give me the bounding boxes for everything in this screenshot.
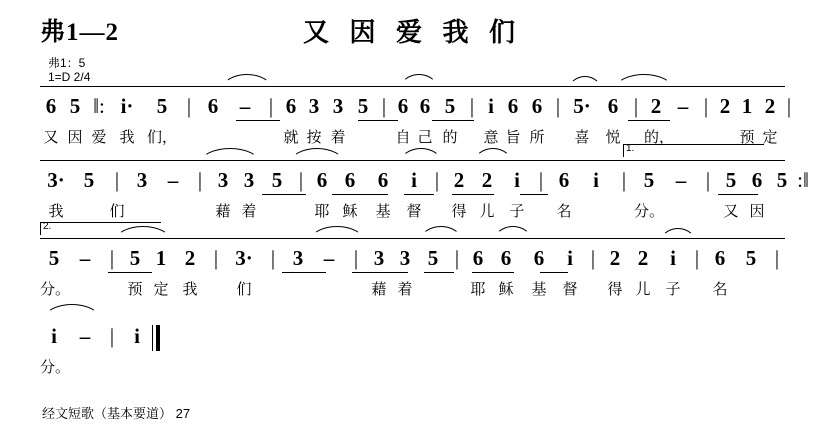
repeat-end-barline: :‖ (797, 168, 809, 192)
note: 1 (155, 246, 167, 270)
lyric-syllable: 督 (406, 203, 422, 220)
note-hold: – (677, 94, 689, 118)
note: 6 (397, 94, 409, 118)
note: 3 (373, 246, 385, 270)
music-system-3 (0, 221, 825, 314)
note: 6 (507, 94, 519, 118)
lyric-syllable: 督 (562, 281, 578, 298)
lyric-syllable: 分。 (40, 359, 71, 376)
lyric-syllable: 名 (556, 203, 572, 220)
beam (108, 272, 152, 273)
slur-arc (568, 76, 602, 91)
lyric-syllable: 的 (442, 129, 458, 146)
lyric-syllable: 因 (67, 129, 83, 146)
note-hold: – (167, 168, 179, 192)
lyric-syllable: 稣 (498, 281, 514, 298)
lyric-syllable: 旨 (505, 129, 521, 146)
lyric-syllable: 着 (241, 203, 257, 220)
note: 5 (83, 168, 95, 192)
lyric-syllable: 子 (665, 281, 681, 298)
note: 5 (643, 168, 655, 192)
barline: | (109, 324, 115, 348)
barline: | (621, 168, 627, 192)
key-and-meter: 1=D 2/4 (48, 70, 91, 84)
note: i (514, 168, 520, 192)
note: 6 (316, 168, 328, 192)
note: 5 (357, 94, 369, 118)
lyric-syllable: 因 (749, 203, 765, 220)
lyric-syllable: 们 (236, 281, 252, 298)
note-hold: – (79, 246, 91, 270)
barline: | (268, 94, 274, 118)
ending-label: 2. (43, 221, 52, 232)
lyric-syllable: 己 (417, 129, 433, 146)
lyric-syllable: 爱 (91, 129, 107, 146)
page-title: 又 因 爱 我 们 (302, 18, 522, 47)
note-row (40, 246, 790, 276)
note: 2 (719, 94, 731, 118)
footer-source: 经文短歌（基本要道） 27 (42, 406, 191, 421)
note: 5 (427, 246, 439, 270)
barline: | (109, 246, 115, 270)
lyric-syllable: 定 (762, 129, 778, 146)
note-row (40, 324, 790, 354)
lyric-syllable: 稣 (342, 203, 358, 220)
beam (262, 194, 306, 195)
note: 2 (609, 246, 621, 270)
note: 6 (344, 168, 356, 192)
lyric-syllable: 得 (451, 203, 467, 220)
note: 1 (741, 94, 753, 118)
note-hold: – (239, 94, 251, 118)
note: i (134, 324, 140, 348)
barline: | (353, 246, 359, 270)
lyric-syllable: 们 (109, 203, 125, 220)
note: 5 (776, 168, 788, 192)
note: 2 (637, 246, 649, 270)
lyric-syllable: 所 (529, 129, 545, 146)
beam (332, 194, 388, 195)
note: 6 (419, 94, 431, 118)
barline: | (454, 246, 460, 270)
note: 5 (745, 246, 757, 270)
note: 6 (285, 94, 297, 118)
note: 5 (156, 94, 168, 118)
note: i (488, 94, 494, 118)
lyric-syllable: 分。 (40, 281, 71, 298)
barline: | (633, 94, 639, 118)
score-metadata (48, 56, 90, 84)
lyric-syllable: 就 (283, 129, 299, 146)
note: 3 (308, 94, 320, 118)
note: i (567, 246, 573, 270)
note: 6 (377, 168, 389, 192)
lyric-syllable: 子 (509, 203, 525, 220)
lyric-syllable: 名 (712, 281, 728, 298)
note: 5 (69, 94, 81, 118)
beam (358, 120, 398, 121)
note: 5 (271, 168, 283, 192)
barline: | (774, 246, 780, 270)
lyric-syllable: 得 (607, 281, 623, 298)
barline: | (705, 168, 711, 192)
music-system-4 (0, 316, 825, 392)
lyric-syllable: 又 (723, 203, 739, 220)
lyric-syllable: 定 (153, 281, 169, 298)
note: 2 (453, 168, 465, 192)
slur-arc (400, 74, 438, 89)
lyric-row (40, 356, 790, 380)
note: 3· (47, 168, 65, 192)
note: 2 (650, 94, 662, 118)
lyric-syllable: 悦 (605, 129, 621, 146)
note: 2 (481, 168, 493, 192)
note-row (40, 94, 790, 124)
lyric-syllable: 自 (395, 129, 411, 146)
slur-arc (222, 74, 272, 89)
beam (404, 194, 434, 195)
note: 6 (533, 246, 545, 270)
note: i (670, 246, 676, 270)
note: 3· (235, 246, 253, 270)
note: 5 (48, 246, 60, 270)
note: 6 (714, 246, 726, 270)
note-hold: – (79, 324, 91, 348)
note: 6 (751, 168, 763, 192)
note: 6 (472, 246, 484, 270)
note: 5 (129, 246, 141, 270)
lyric-syllable: 预 (739, 129, 755, 146)
note: 2 (764, 94, 776, 118)
note: 5· (573, 94, 591, 118)
lyric-syllable: 着 (330, 129, 346, 146)
lyric-syllable: 基 (531, 281, 547, 298)
barline: | (590, 246, 596, 270)
lyric-syllable: 我 (119, 129, 135, 146)
lyric-syllable: 我 (48, 203, 64, 220)
lyric-syllable: 藉 (371, 281, 387, 298)
lyric-row (40, 200, 790, 224)
note: 6 (607, 94, 619, 118)
lyric-syllable: 儿 (479, 203, 495, 220)
barline: | (114, 168, 120, 192)
note: 2 (184, 246, 196, 270)
lyric-syllable: 分。 (634, 203, 665, 220)
barline: | (197, 168, 203, 192)
ending-label: 1. (626, 143, 635, 154)
barline: | (703, 94, 709, 118)
note: i· (120, 94, 134, 118)
beam (236, 120, 280, 121)
barline: | (186, 94, 192, 118)
barline: | (434, 168, 440, 192)
lyric-syllable: 耶 (314, 203, 330, 220)
lyric-syllable: 的， (644, 129, 675, 146)
barline: | (538, 168, 544, 192)
lyric-row (40, 278, 790, 302)
note: 6 (500, 246, 512, 270)
beam (628, 120, 670, 121)
lyric-syllable: 按 (306, 129, 322, 146)
barline: | (469, 94, 475, 118)
beam (452, 194, 494, 195)
lyric-syllable: 们， (146, 129, 177, 146)
note: 5 (725, 168, 737, 192)
note: i (411, 168, 417, 192)
lyric-syllable: 儿 (635, 281, 651, 298)
lyric-syllable: 藉 (215, 203, 231, 220)
barline: | (694, 246, 700, 270)
beam (424, 272, 454, 273)
beam (282, 272, 326, 273)
note: 6 (558, 168, 570, 192)
note: 3 (217, 168, 229, 192)
note: 6 (207, 94, 219, 118)
lyric-syllable: 喜 (574, 129, 590, 146)
note: i (51, 324, 57, 348)
note: 3 (243, 168, 255, 192)
note-hold: – (675, 168, 687, 192)
slur-arc (615, 74, 673, 89)
note-hold: – (323, 246, 335, 270)
final-barline (152, 325, 162, 351)
lyric-syllable: 又 (43, 129, 59, 146)
note: 6 (45, 94, 57, 118)
lyric-syllable: 基 (375, 203, 391, 220)
note: 6 (531, 94, 543, 118)
barline: | (381, 94, 387, 118)
lyric-syllable: 着 (397, 281, 413, 298)
note: 5 (444, 94, 456, 118)
barline: | (786, 94, 792, 118)
beam (352, 272, 408, 273)
note: 3 (136, 168, 148, 192)
scripture-reference: 弗1：5 (48, 56, 86, 70)
beam (520, 194, 548, 195)
lyric-syllable: 耶 (470, 281, 486, 298)
first-ending-bracket (623, 144, 764, 157)
repeat-start-barline: ‖: (93, 94, 105, 118)
beam (540, 272, 568, 273)
note: 3 (292, 246, 304, 270)
lyric-syllable: 意 (483, 129, 499, 146)
note: 3 (332, 94, 344, 118)
beam (432, 120, 474, 121)
hymn-number: 弗1—2 (40, 19, 120, 46)
barline: | (213, 246, 219, 270)
lyric-syllable: 我 (182, 281, 198, 298)
lyric-syllable: 预 (127, 281, 143, 298)
note: i (593, 168, 599, 192)
beam (472, 272, 514, 273)
barline: | (298, 168, 304, 192)
note: 3 (399, 246, 411, 270)
beam (718, 194, 758, 195)
barline: | (555, 94, 561, 118)
barline: | (270, 246, 276, 270)
